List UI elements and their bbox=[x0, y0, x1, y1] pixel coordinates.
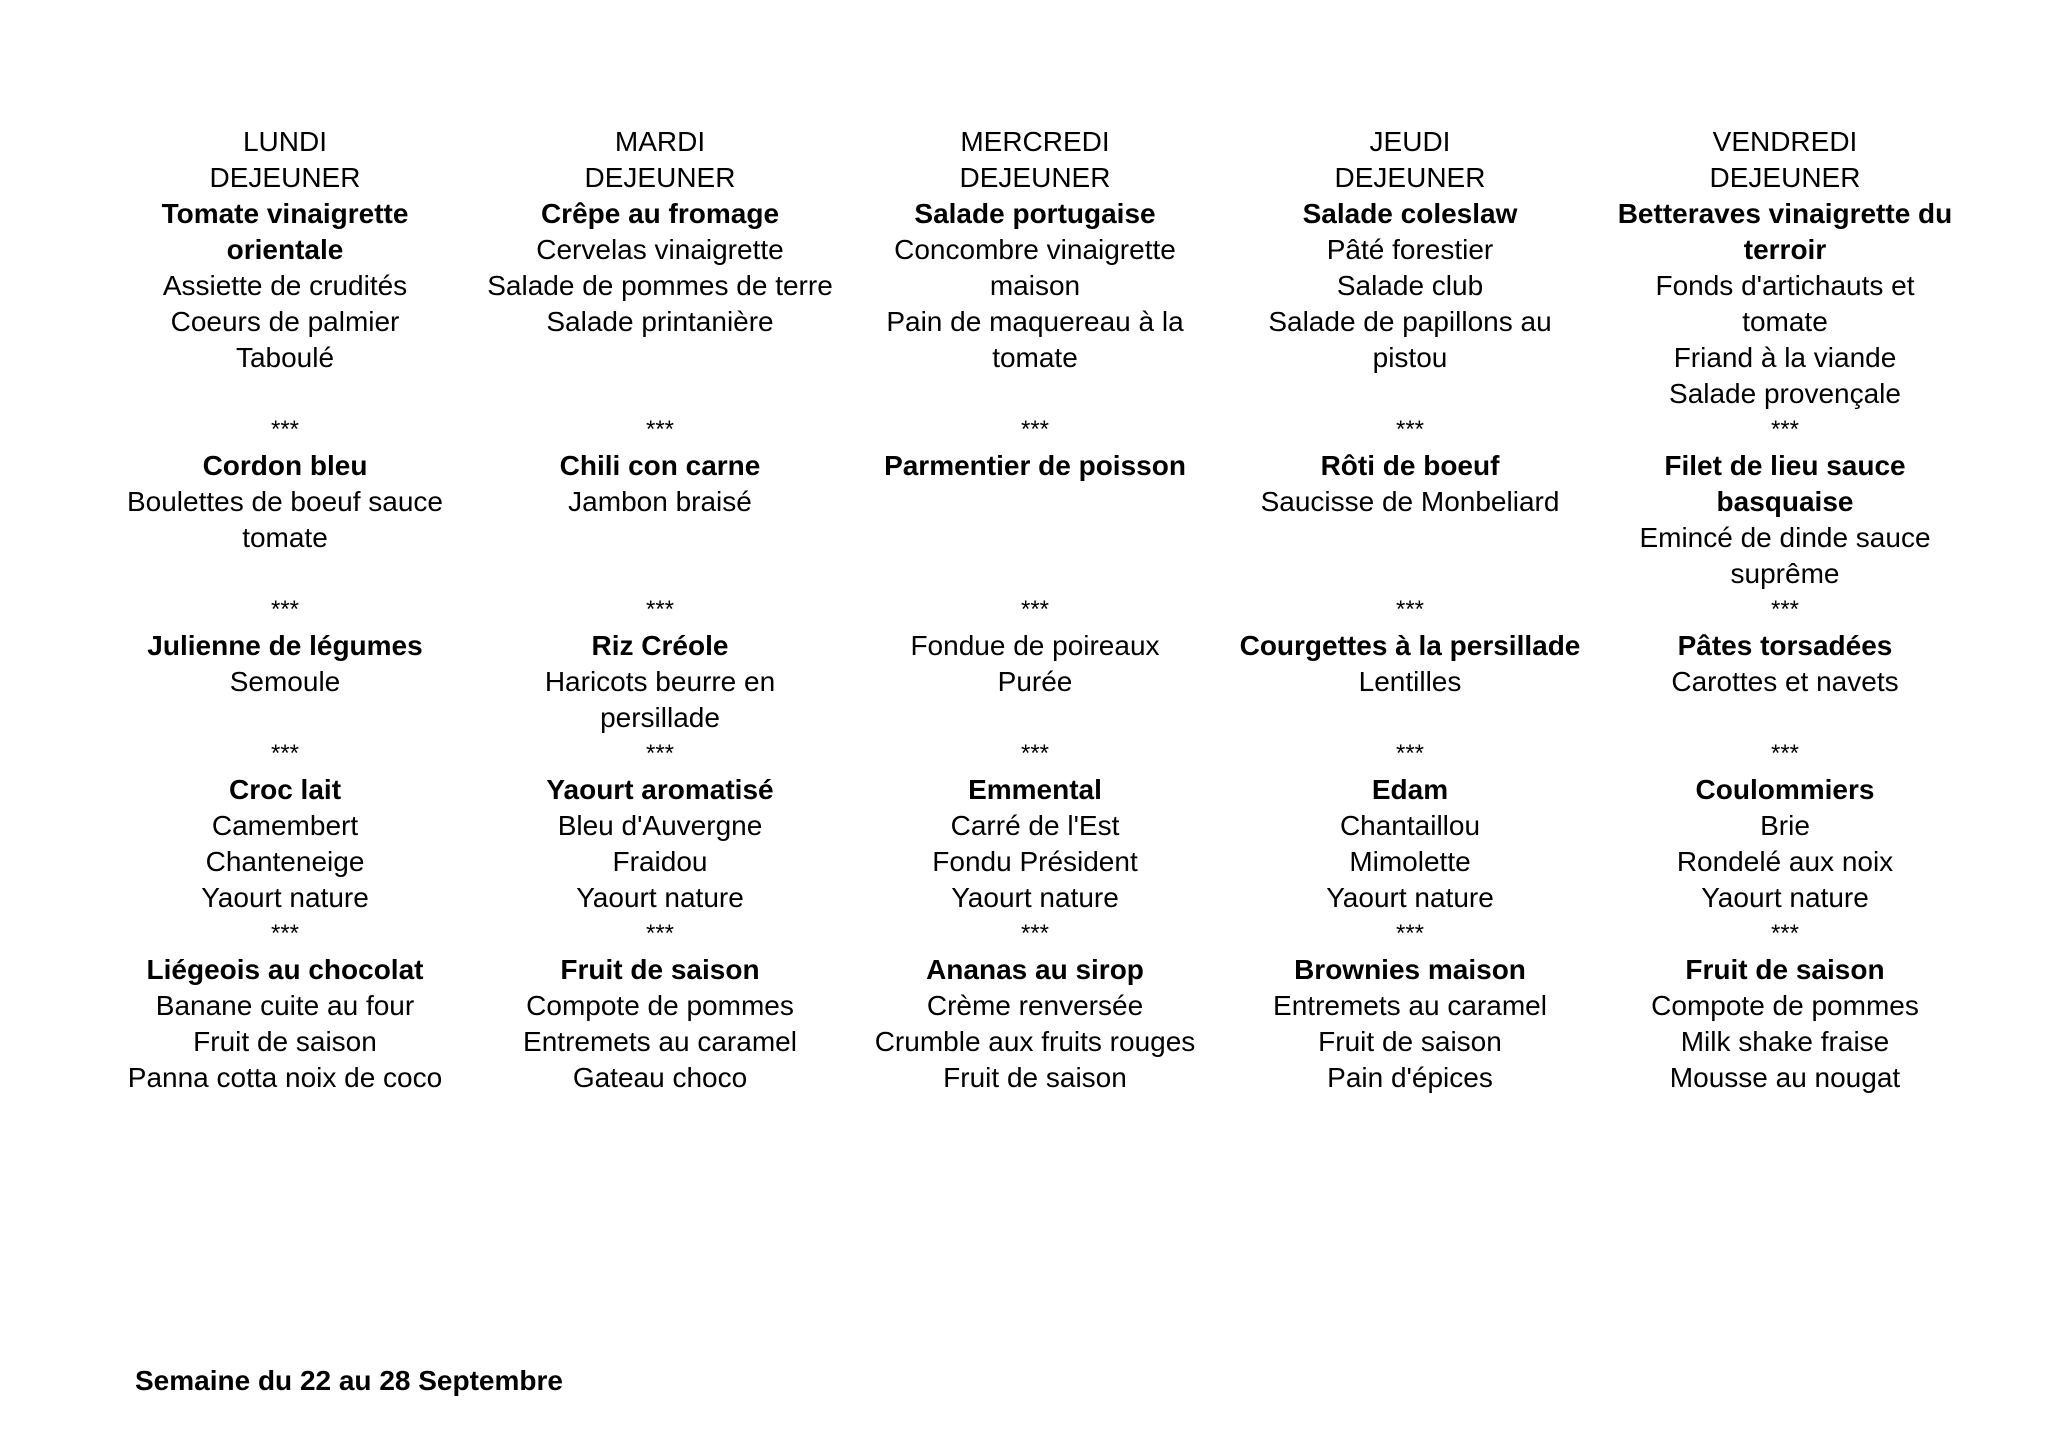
entree-alt: Salade de pommes de terre bbox=[487, 270, 833, 301]
week-label: Semaine du 22 au 28 Septembre bbox=[135, 1365, 563, 1396]
course-separator: *** bbox=[645, 920, 675, 947]
entree-main: Betteraves vinaigrette du bbox=[1617, 198, 1953, 229]
entree-main: Salade coleslaw bbox=[1302, 198, 1518, 229]
dessert-alt: Crumble aux fruits rouges bbox=[874, 1026, 1196, 1057]
entree-alt-cont: pistou bbox=[1372, 342, 1448, 373]
entree-main: Crêpe au fromage bbox=[540, 198, 780, 229]
course-separator: *** bbox=[270, 740, 300, 767]
course-separator: *** bbox=[645, 416, 675, 443]
meal-label: DEJEUNER bbox=[1334, 162, 1486, 193]
fromage-alt: Chantaillou bbox=[1339, 810, 1481, 841]
course-separator: *** bbox=[645, 740, 675, 767]
dessert-alt: Banane cuite au four bbox=[155, 990, 415, 1021]
fromage-alt: Rondelé aux noix bbox=[1676, 846, 1894, 877]
dessert-alt: Compote de pommes bbox=[526, 990, 794, 1021]
fromage-alt: Yaourt nature bbox=[201, 882, 369, 913]
entree-alt: Concombre vinaigrette bbox=[894, 234, 1176, 265]
entree-alt: Salade de papillons au bbox=[1268, 306, 1552, 337]
course-separator: *** bbox=[270, 416, 300, 443]
dessert-alt: Compote de pommes bbox=[1651, 990, 1919, 1021]
day-name: VENDREDI bbox=[1712, 126, 1858, 157]
fromage-alt: Mimolette bbox=[1349, 846, 1471, 877]
course-separator: *** bbox=[1020, 416, 1050, 443]
day-column-jeudi bbox=[1225, 124, 1595, 1096]
day-column-vendredi bbox=[1600, 124, 1970, 1096]
day-name: LUNDI bbox=[242, 126, 327, 157]
entree-alt-cont: tomate bbox=[1742, 306, 1828, 337]
meal-label: DEJEUNER bbox=[1709, 162, 1861, 193]
day-column-mercredi bbox=[850, 124, 1220, 1096]
entree-main: Tomate vinaigrette bbox=[161, 198, 409, 229]
plat-main: Parmentier de poisson bbox=[884, 450, 1186, 481]
plat-alt: Emincé de dinde sauce bbox=[1639, 522, 1931, 553]
dessert-alt: Fruit de saison bbox=[1318, 1026, 1502, 1057]
fromage-alt: Yaourt nature bbox=[1701, 882, 1869, 913]
fromage-alt: Fraidou bbox=[612, 846, 708, 877]
fromage-alt: Chanteneige bbox=[205, 846, 365, 877]
course-separator: *** bbox=[1020, 596, 1050, 623]
fromage-alt: Yaourt nature bbox=[951, 882, 1119, 913]
dessert-alt: Gateau choco bbox=[572, 1062, 748, 1093]
entree-alt: Pâté forestier bbox=[1326, 234, 1494, 265]
plat-alt-cont: suprême bbox=[1730, 558, 1840, 589]
course-separator: *** bbox=[270, 596, 300, 623]
course-separator: *** bbox=[1770, 596, 1800, 623]
dessert-alt: Panna cotta noix de coco bbox=[127, 1062, 443, 1093]
entree-main: Salade portugaise bbox=[914, 198, 1156, 229]
fromage-alt: Camembert bbox=[211, 810, 359, 841]
fromage-main: Coulommiers bbox=[1695, 774, 1875, 805]
fromage-main: Yaourt aromatisé bbox=[546, 774, 774, 805]
course-separator: *** bbox=[1395, 920, 1425, 947]
entree-main-cont: orientale bbox=[226, 234, 344, 265]
plat-main: Chili con carne bbox=[559, 450, 761, 481]
dessert-main: Brownies maison bbox=[1294, 954, 1526, 985]
accompagnement-main: Courgettes à la persillade bbox=[1239, 630, 1581, 661]
fromage-alt: Yaourt nature bbox=[576, 882, 744, 913]
accompagnement-alt: Carottes et navets bbox=[1671, 666, 1899, 697]
plat-main-cont: basquaise bbox=[1716, 486, 1854, 517]
plat-alt-cont: tomate bbox=[242, 522, 328, 553]
fromage-alt: Fondu Président bbox=[932, 846, 1138, 877]
course-separator: *** bbox=[1395, 596, 1425, 623]
dessert-main: Ananas au sirop bbox=[926, 954, 1144, 985]
accompagnement-alt: Fondue de poireaux bbox=[910, 630, 1160, 661]
entree-alt-cont: tomate bbox=[992, 342, 1078, 373]
entree-alt: Pain de maquereau à la bbox=[886, 306, 1184, 337]
fromage-alt: Brie bbox=[1760, 810, 1810, 841]
entree-alt: Taboulé bbox=[235, 342, 335, 373]
entree-alt: Friand à la viande bbox=[1673, 342, 1897, 373]
fromage-main: Edam bbox=[1371, 774, 1449, 805]
day-name: MARDI bbox=[614, 126, 706, 157]
plat-alt: Saucisse de Monbeliard bbox=[1260, 486, 1560, 517]
accompagnement-main: Riz Créole bbox=[591, 630, 729, 661]
dessert-alt: Mousse au nougat bbox=[1669, 1062, 1901, 1093]
dessert-alt: Entremets au caramel bbox=[523, 1026, 797, 1057]
dessert-alt: Fruit de saison bbox=[943, 1062, 1127, 1093]
meal-label: DEJEUNER bbox=[959, 162, 1111, 193]
day-name: MERCREDI bbox=[960, 126, 1110, 157]
plat-main: Cordon bleu bbox=[202, 450, 368, 481]
day-name: JEUDI bbox=[1369, 126, 1451, 157]
accompagnement-alt-cont: persillade bbox=[600, 702, 720, 733]
course-separator: *** bbox=[1020, 920, 1050, 947]
course-separator: *** bbox=[1395, 740, 1425, 767]
meal-label: DEJEUNER bbox=[584, 162, 736, 193]
course-separator: *** bbox=[1770, 920, 1800, 947]
dessert-alt: Pain d'épices bbox=[1327, 1062, 1493, 1093]
fromage-main: Croc lait bbox=[228, 774, 342, 805]
entree-alt: Salade provençale bbox=[1669, 378, 1901, 409]
dessert-alt: Entremets au caramel bbox=[1273, 990, 1547, 1021]
plat-alt: Jambon braisé bbox=[568, 486, 752, 517]
dessert-alt: Milk shake fraise bbox=[1680, 1026, 1890, 1057]
entree-alt: Fonds d'artichauts et bbox=[1655, 270, 1915, 301]
accompagnement-main: Pâtes torsadées bbox=[1677, 630, 1893, 661]
plat-main: Rôti de boeuf bbox=[1320, 450, 1500, 481]
entree-alt: Salade club bbox=[1336, 270, 1484, 301]
course-separator: *** bbox=[270, 920, 300, 947]
entree-main-cont: terroir bbox=[1743, 234, 1827, 265]
entree-alt: Cervelas vinaigrette bbox=[536, 234, 784, 265]
entree-alt: Assiette de crudités bbox=[162, 270, 408, 301]
fromage-alt: Yaourt nature bbox=[1326, 882, 1494, 913]
plat-main: Filet de lieu sauce bbox=[1664, 450, 1906, 481]
course-separator: *** bbox=[1020, 740, 1050, 767]
dessert-main: Liégeois au chocolat bbox=[146, 954, 424, 985]
accompagnement-alt: Haricots beurre en bbox=[544, 666, 776, 697]
dessert-alt: Crème renversée bbox=[926, 990, 1144, 1021]
entree-alt: Coeurs de palmier bbox=[170, 306, 400, 337]
meal-label: DEJEUNER bbox=[209, 162, 361, 193]
day-column-lundi bbox=[100, 124, 470, 1096]
accompagnement-alt: Semoule bbox=[229, 666, 341, 697]
course-separator: *** bbox=[1770, 740, 1800, 767]
plat-alt: Boulettes de boeuf sauce bbox=[126, 486, 443, 517]
day-column-mardi bbox=[475, 124, 845, 1096]
entree-alt: Salade printanière bbox=[546, 306, 774, 337]
entree-alt-cont: maison bbox=[989, 270, 1081, 301]
dessert-main: Fruit de saison bbox=[560, 954, 760, 985]
course-separator: *** bbox=[645, 596, 675, 623]
fromage-alt: Bleu d'Auvergne bbox=[557, 810, 763, 841]
accompagnement-alt: Purée bbox=[997, 666, 1073, 697]
accompagnement-alt: Lentilles bbox=[1358, 666, 1462, 697]
course-separator: *** bbox=[1395, 416, 1425, 443]
dessert-main: Fruit de saison bbox=[1685, 954, 1885, 985]
fromage-alt: Carré de l'Est bbox=[950, 810, 1120, 841]
course-separator: *** bbox=[1770, 416, 1800, 443]
dessert-alt: Fruit de saison bbox=[193, 1026, 377, 1057]
accompagnement-main: Julienne de légumes bbox=[147, 630, 423, 661]
fromage-main: Emmental bbox=[968, 774, 1102, 805]
